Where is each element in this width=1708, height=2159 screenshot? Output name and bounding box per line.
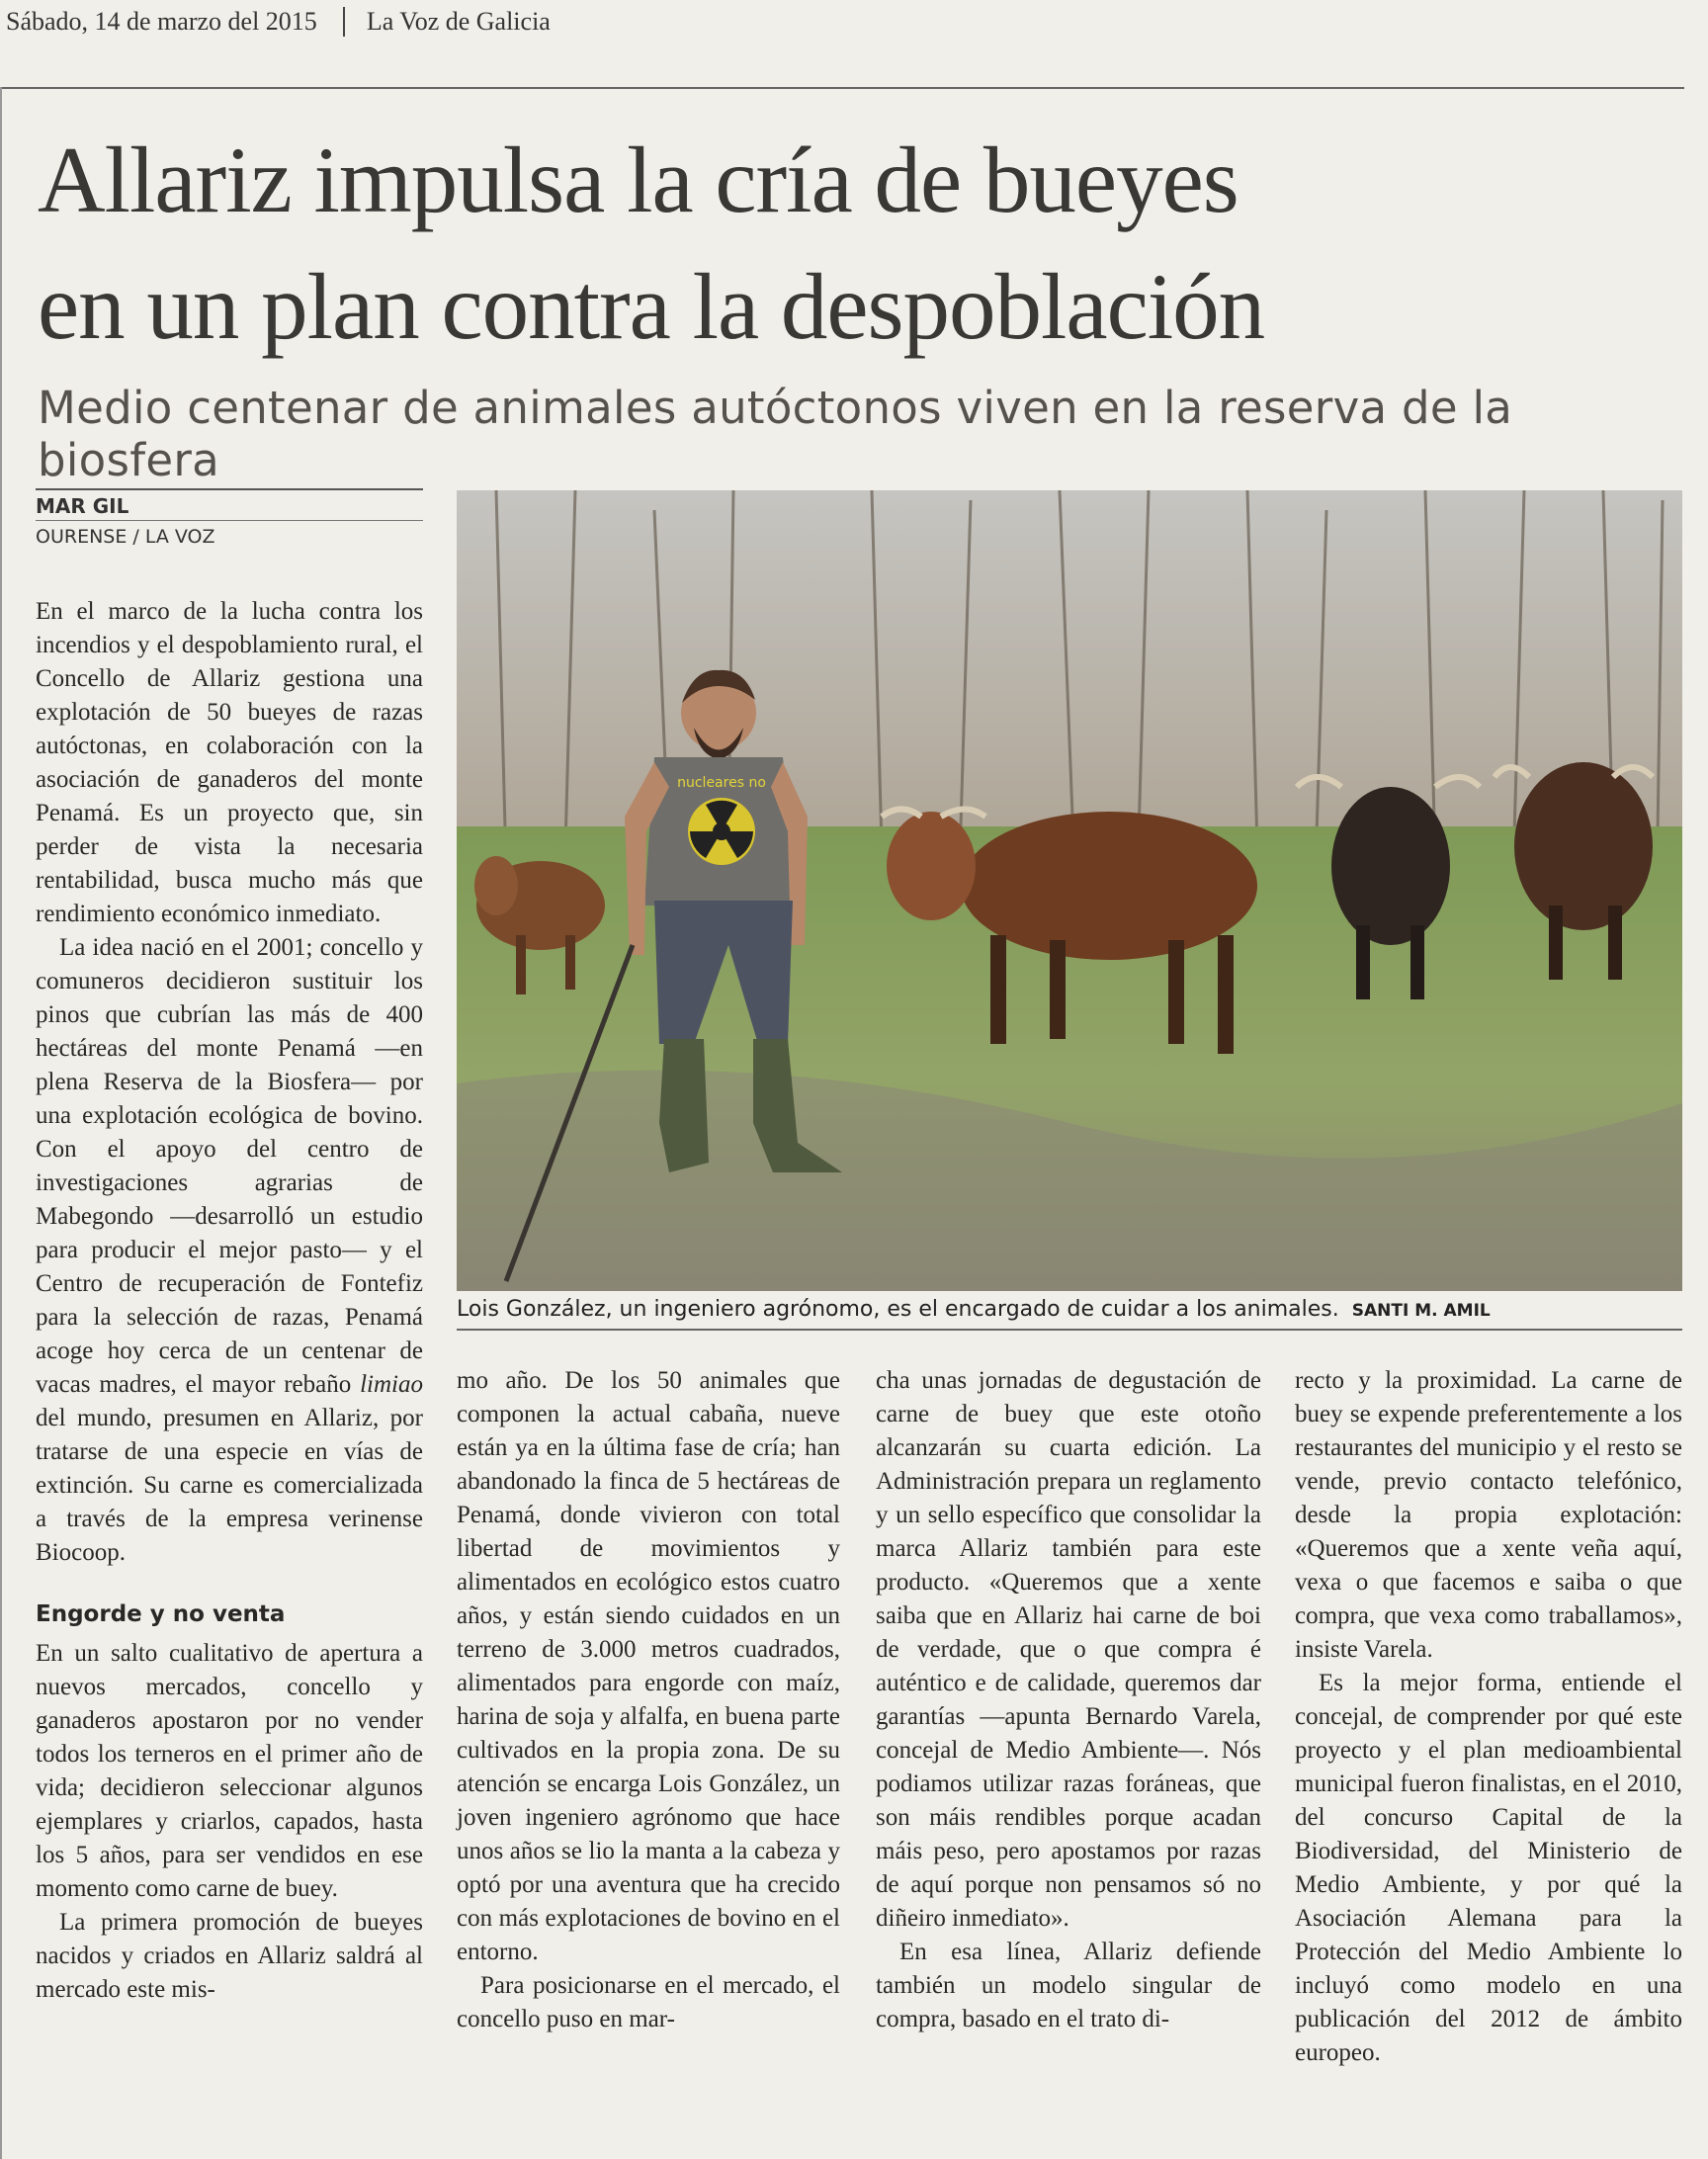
- photo-illustration: [457, 490, 1682, 1291]
- section-subtitle: Engorde y no venta: [36, 1601, 286, 1627]
- shirt-text: nucleares no: [677, 775, 766, 791]
- article-column-1: [36, 595, 423, 2007]
- paragraph: [36, 931, 423, 1570]
- frame-left-rule: [0, 87, 2, 2159]
- paragraph-text: del mundo, presumen en Allariz, por tratarse de una especie en vías de extinción. Su carne es comercializada a través de la empresa verinense Biocoop.: [36, 1405, 423, 1566]
- article-column-2: [457, 1364, 840, 2036]
- headline: [38, 117, 1678, 370]
- article-photo: [457, 490, 1682, 1291]
- photo-credit: SANTI M. AMIL: [1351, 1301, 1491, 1321]
- paragraph: mo año. De los 50 animales que componen la actual cabaña, nueve están ya en la última fase de cría; han abandonado la finca de 5 hectáreas de Penamá, donde vivieron con total libertad de movimientos y alimentados en ecológico estos cuatro años, y están siendo cuidados en un terreno de 3.000 metros cuadrados, alimentados para engorde con maíz, harina de soja y alfalfa, en buena parte cultivados en la propia zona. De su atención se encarga Lois González, un joven ingeniero agrónomo que hace unos años se lio la manta a la cabeza y optó por una aventura que ha crecido con más explotaciones de bovino en el entorno.: [457, 1367, 840, 1965]
- paragraph: En el marco de la lucha contra los incendios y el despoblamiento rural, el Concello de Allariz gestiona una explotación de 50 bueyes de razas autóctonas, en colaboración con la asociación de ganaderos del monte Penamá. Es un proyecto que, sin perder de vista la necesaria rentabilidad, busca mucho más que rendimiento económico inmediato.: [36, 598, 423, 927]
- paragraph: cha unas jornadas de degustación de carne de buey que este otoño alcanzarán su cuarta edición. La Administración prepara un reglamento y un sello específico que consolidar la marca Allariz también para este producto. «Queremos que a xente saiba que en Allariz hai carne de boi de verdade, que o que compra é auténtico e de calidade, queremos dar garantías —apunta Bernardo Varela, concejal de Medio Ambiente—. Nós podiamos utilizar razas foráneas, que son máis rendibles porque acadan máis peso, pero apostamos por razas de aquí porque non pensamos só no diñeiro inmediato».: [876, 1367, 1261, 1932]
- byline-location: OURENSE / LA VOZ: [36, 526, 215, 548]
- masthead: [6, 0, 1686, 43]
- paragraph: Para posicionarse en el mercado, el concello puso en mar-: [457, 1972, 840, 2032]
- author-name: MAR GIL: [36, 494, 129, 518]
- paragraph: En un salto cualitativo de apertura a nuevos mercados, concello y ganaderos apostaron por no vender todos los terneros en el primer año de vida; decidieron seleccionar algunos ejemplares y criarlos, capados, hasta los 5 años, para ser vendidos en ese momento como carne de buey.: [36, 1640, 423, 1902]
- caption-text: Lois González, un ingeniero agrónomo, es el encargado de cuidar a los animales.: [457, 1297, 1339, 1322]
- paragraph: recto y la proximidad. La carne de buey se expende preferentemente a los restaurantes del municipio y el resto se vende, previo contacto telefónico, desde la propia explotación: «Queremos que a xente veña aquí, vexa o que facemos e saiba o que compra, que vexa como traballamos», insiste Varela.: [1295, 1367, 1682, 1663]
- byline: [36, 488, 423, 521]
- frame-top-rule: [0, 87, 1684, 89]
- article-column-4: [1295, 1364, 1682, 2070]
- masthead-divider: [343, 7, 345, 37]
- paragraph: Es la mejor forma, entiende el concejal, de comprender por qué este proyecto y el plan medioambiental municipal fueron finalistas, en el 2010, del concurso Capital de la Biodiversidad, del Ministerio de Medio Ambiente, y por qué la Asociación Alemana para la Protección del Medio Ambiente lo incluyó como modelo en una publicación del 2012 de ámbito europeo.: [1295, 1670, 1682, 2066]
- paragraph: En esa línea, Allariz defiende también un modelo singular de compra, basado en el trato di-: [876, 1939, 1261, 2032]
- newspaper-name: La Voz de Galicia: [366, 7, 551, 36]
- issue-date: Sábado, 14 de marzo del 2015: [6, 7, 317, 36]
- paragraph-text: La idea nació en el 2001; concello y comuneros decidieron sustituir los pinos que cubrían las más de 400 hectáreas del monte Penamá —en plena Reserva de la Biosfera— por una explotación ecológica de bovino. Con el apoyo del centro de investigaciones agrarias de Mabegondo —desarrolló un estudio para producir el mejor pasto— y el Centro de recuperación de Fontefiz para la selección de razas, Penamá acoge hoy cerca de un centenar de vacas madres, el mayor rebaño: [36, 934, 423, 1398]
- headline-line-1: Allariz impulsa la cría de bueyes: [38, 128, 1238, 232]
- paragraph: La primera promoción de bueyes nacidos y criados en Allariz saldrá al mercado este mis-: [36, 1909, 423, 2003]
- article-column-3: [876, 1364, 1261, 2036]
- subheadline: Medio centenar de animales autóctonos viven en la reserva de la biosfera: [38, 382, 1513, 486]
- photo-caption: [457, 1293, 1682, 1331]
- paragraph-emphasis: limiao: [360, 1371, 423, 1398]
- headline-line-2: en un plan contra la despoblación: [38, 254, 1265, 359]
